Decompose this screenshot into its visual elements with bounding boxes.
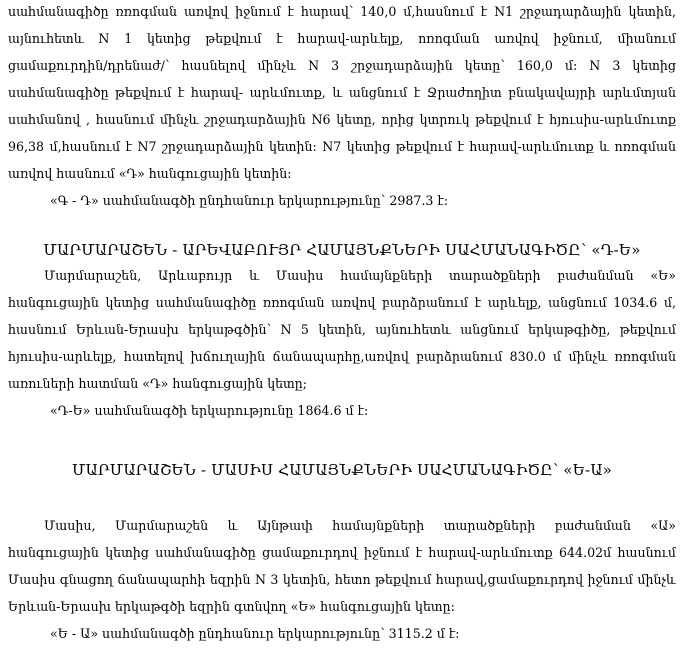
paragraph-line: հանգուցային կետից սահմանագիծը ռռոգման առվով բարձրանում է արևելք, անցնում 1034.6 մ, — [8, 295, 676, 310]
paragraph-line: այնուհետև N 1 կետից թեքվում է հարավ-արևելք, ոռոգման առվով իջնում, միանում — [8, 31, 676, 46]
paragraph-line: Մասիս գնացող ճանապարհի եզրին N 3 կետին, հետո թեքվում հարավ,ցամաքուրդով իջնում մինչև — [8, 572, 676, 587]
section-3-heading: ՄԱՐՄԱՐԱՇԵՆ - ՄԱՍԻՍ ՀԱՄԱՅՆՔՆԵՐԻ ՍԱՀՄԱՆԱԳԻԾԸ՝ «Ե-Ա» — [71, 461, 613, 479]
section-2-heading: ՄԱՐՄԱՐԱՇԵՆ - ԱՐԵՎԱԲՈՒՅՐ ՀԱՄԱՅՆՔՆԵՐԻ ՍԱՀՄԱՆԱԳԻԾԸ՝ «Դ-Ե» — [43, 241, 641, 259]
paragraph-line: հյուսիս-արևելք, հատելով խճուղային ճանապարհը,առվով բարձրանում 830.0 մ մինչև ռռոգման — [8, 349, 676, 364]
paragraph-line: հանգուցային կետից սահմանագիծը ցամաքուրդով իջնում է հարավ-արևմուտք 644.02մ հասնում — [8, 545, 676, 560]
paragraph-line: ցամաքուրդին/դրենաժ/՝ հասնելով մինչև N 3 շրջադարձային կետը՝ 160,0 մ: N 3 կետից — [8, 58, 676, 73]
paragraph-line: սահմանագիծը ռռոգման առվով իջնում է հարավ՝ 140,0 մ,հասնում է N1 շրջադարձային կետին, — [8, 4, 676, 19]
paragraph-line: առուների հատման «Դ» հանգուցային կետը; — [8, 376, 308, 391]
paragraph-line: սահմանով , հասնում մինչև շրջադարձային N6 կետը, որից կտրուկ թեքվում է հյուսիս-արևմուտք — [8, 112, 676, 127]
paragraph-line: Երևան-Երասխ երկաթգծի եզրին գտնվող «Ե» հանգուցային կետը: — [8, 599, 455, 614]
paragraph-line: սահմանագիծը թեքվում է հարավ- արևմուտք, և անցնում է Ջրաժողիտ բնակավայրի արևմտյան — [8, 85, 676, 100]
paragraph-line: Մասիս, Մարմարաշեն և Այնթափ համայնքների տարածքների բաժանման «Ա» — [44, 518, 676, 533]
paragraph-line: հասնում Երևան-Երասխ երկաթգծին՝ N 5 կետին, այնուհետև անցնում երկաթգիծը, թեքվում — [8, 322, 676, 337]
paragraph-line: առվով հասնում «Դ» հանգուցային կետին: — [8, 166, 292, 181]
section-1-total-length: «Գ - Դ» սահմանագծի ընդհանուր երկարությունը՝ 2987.3 է: — [50, 193, 449, 208]
paragraph-line: Մարմարաշեն, Արևաբույր և Մասիս համայնքների տարածքների բաժանման «Ե» — [44, 268, 676, 283]
paragraph-line: 96,38 մ,հասնում է N7 շրջադարձային կետին: N7 կետից թեքվում է հարավ-արևմուտք և ոռոգման — [8, 139, 676, 154]
section-2-total-length: «Դ-Ե» սահմանագծի երկարությունը 1864.6 մ է: — [50, 403, 369, 418]
section-3-total-length: «Ե - Ա» սահմանագծի ընդհանուր երկարությունը՝ 3115.2 մ է: — [50, 626, 460, 641]
